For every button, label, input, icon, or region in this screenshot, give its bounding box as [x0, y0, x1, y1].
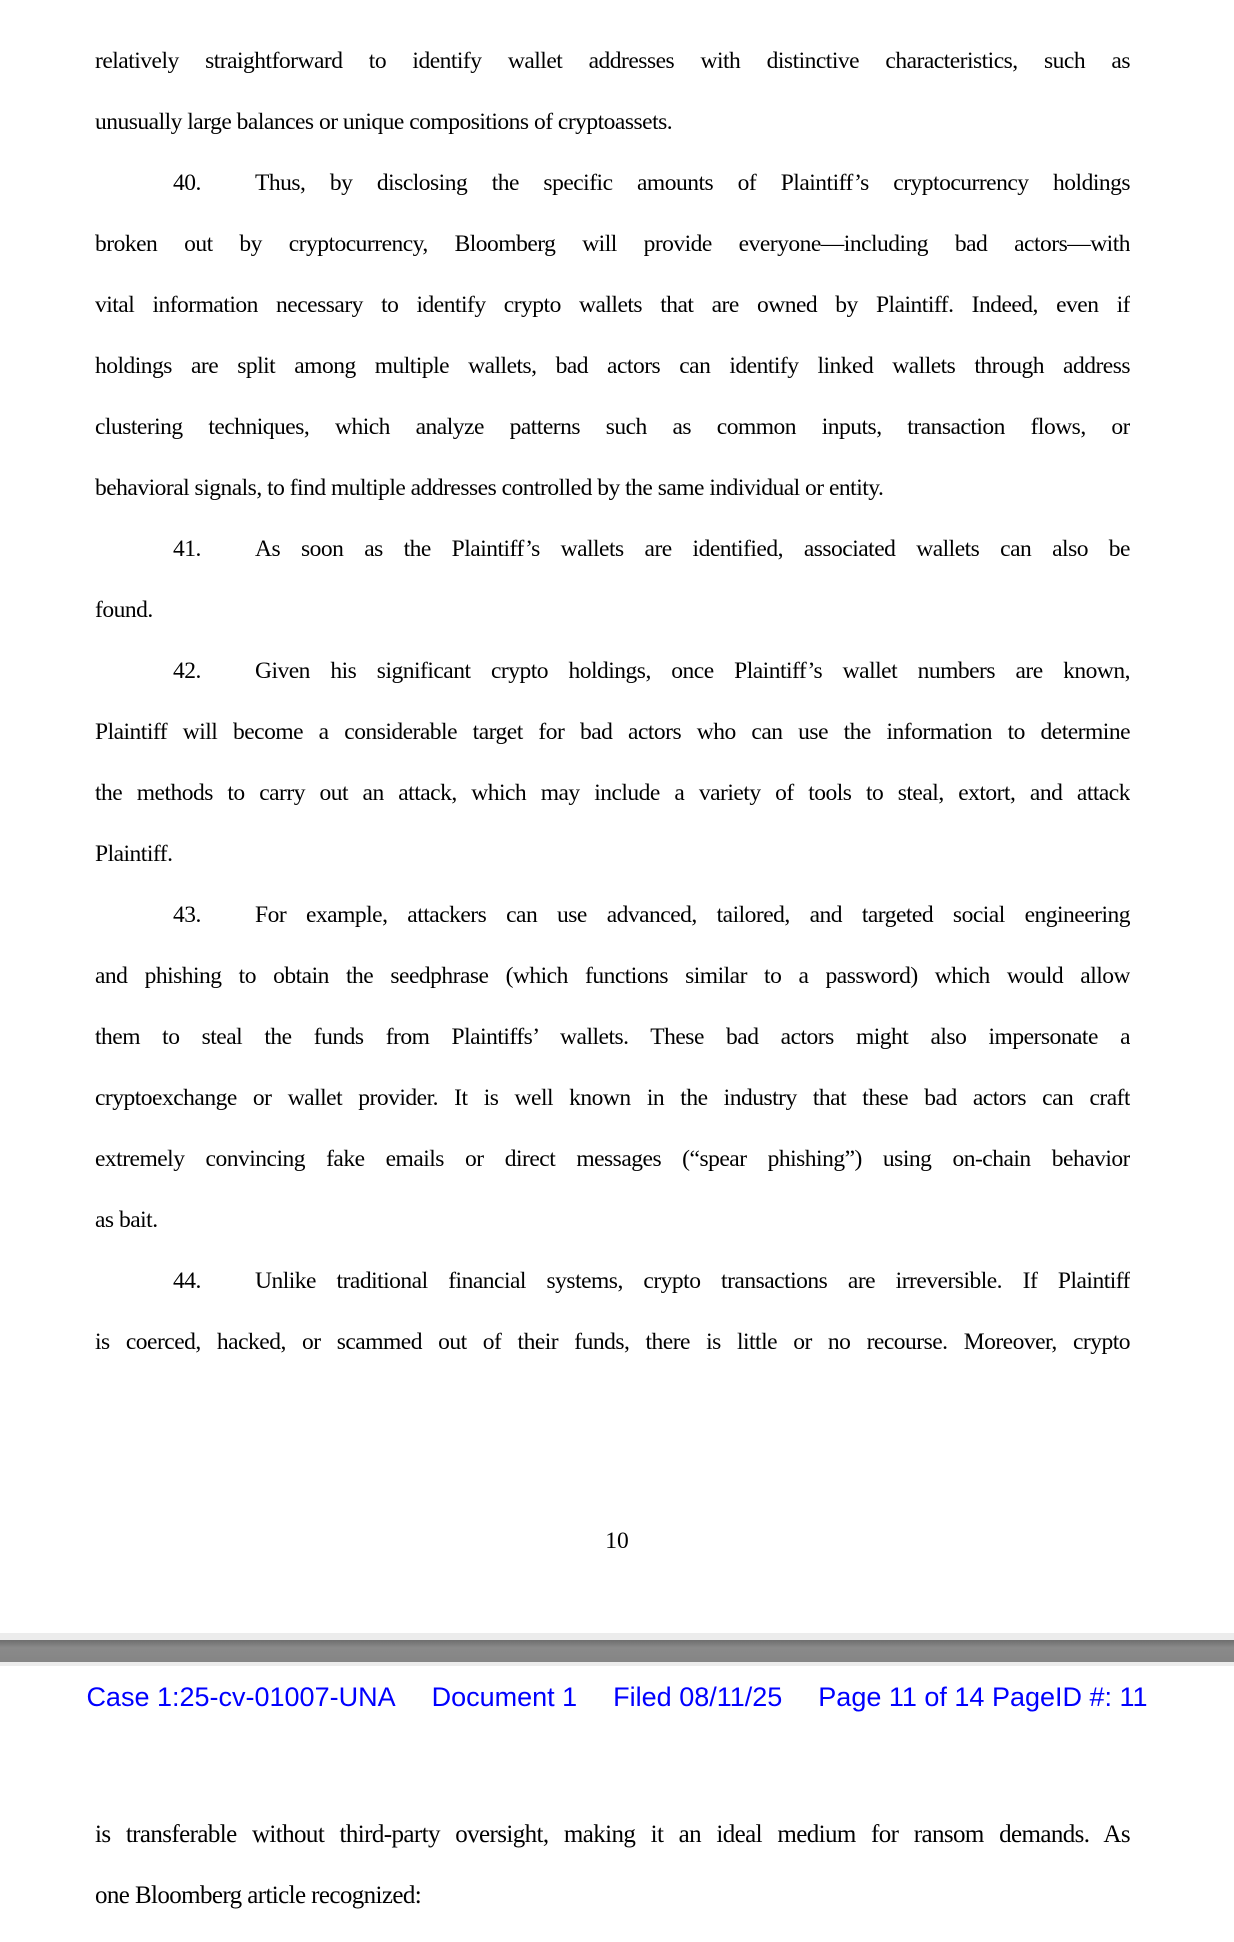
text-line: relatively straightforward to identify wallet addresses with distinctive characteristics, such as [95, 48, 1130, 74]
stamp-document-number[interactable]: Document 1 [431, 1682, 578, 1712]
text-line: vital information necessary to identify crypto wallets that are owned by Plaintiff. Indeed, even if [95, 292, 1130, 318]
stamp-filed-date[interactable]: Filed 08/11/25 [613, 1682, 783, 1712]
stamp-page-info[interactable]: Page 11 of 14 PageID #: 11 [818, 1682, 1148, 1712]
text-line: unusually large balances or unique compositions of cryptoassets. [95, 109, 673, 135]
text-line: one Bloomberg article recognized: [95, 1882, 422, 1909]
paragraph-number: 43. [173, 902, 201, 928]
text-line: broken out by cryptocurrency, Bloomberg will provide everyone—including bad actors—with [95, 231, 1130, 257]
text-line: is transferable without third-party oversight, making it an ideal medium for ransom demands. As [95, 1821, 1130, 1848]
text-line: is coerced, hacked, or scammed out of their funds, there is little or no recourse. Moreover, crypto [95, 1329, 1130, 1355]
page-separator-bar [0, 1640, 1234, 1662]
stamp-case-number[interactable]: Case 1:25-cv-01007-UNA [86, 1682, 396, 1712]
paragraph-number: 44. [173, 1268, 201, 1294]
text-line: the methods to carry out an attack, which may include a variety of tools to steal, extort, and attack [95, 780, 1130, 806]
text-line: 40. Thus, by disclosing the specific amounts of Plaintiff’s cryptocurrency holdings [95, 153, 1130, 214]
text-line: as bait. [95, 1207, 158, 1233]
text-line: behavioral signals, to find multiple addresses controlled by the same individual or entity. [95, 475, 884, 501]
page-number-footer: 10 [605, 1528, 629, 1554]
paragraph-number: 42. [173, 658, 201, 684]
paragraph-number: 40. [173, 170, 201, 196]
text-line: 44. Unlike traditional financial systems, crypto transactions are irreversible. If Plaintiff [95, 1251, 1130, 1312]
text-line: extremely convincing fake emails or direct messages (“spear phishing”) using on-chain behavior [95, 1146, 1130, 1172]
page-11-sheet [0, 1666, 1234, 1942]
text-line: and phishing to obtain the seedphrase (which functions similar to a password) which would allow [95, 963, 1130, 989]
text-line: 42. Given his significant crypto holdings, once Plaintiff’s wallet numbers are known, [95, 641, 1130, 702]
page-11-text-block [95, 1804, 1130, 1926]
text-line: 41. As soon as the Plaintiff’s wallets are identified, associated wallets can also be [95, 519, 1130, 580]
text-line: found. [95, 597, 153, 623]
text-line: cryptoexchange or wallet provider. It is well known in the industry that these bad actors can craft [95, 1085, 1130, 1111]
page-separator [0, 1633, 1234, 1666]
text-line: Plaintiff will become a considerable target for bad actors who can use the information to determine [95, 719, 1130, 745]
text-line: clustering techniques, which analyze patterns such as common inputs, transaction flows, or [95, 414, 1130, 440]
text-line: Plaintiff. [95, 841, 173, 867]
separator-edge-top [0, 1633, 1234, 1640]
text-line: them to steal the funds from Plaintiffs’ wallets. These bad actors might also impersonate a [95, 1024, 1130, 1050]
page-10-text-block [95, 31, 1130, 1373]
text-line: 43. For example, attackers can use advanced, tailored, and targeted social engineering [95, 885, 1130, 946]
case-stamp-header[interactable] [0, 1682, 1234, 1712]
paragraph-number: 41. [173, 536, 201, 562]
text-line: holdings are split among multiple wallets, bad actors can identify linked wallets through address [95, 353, 1130, 379]
